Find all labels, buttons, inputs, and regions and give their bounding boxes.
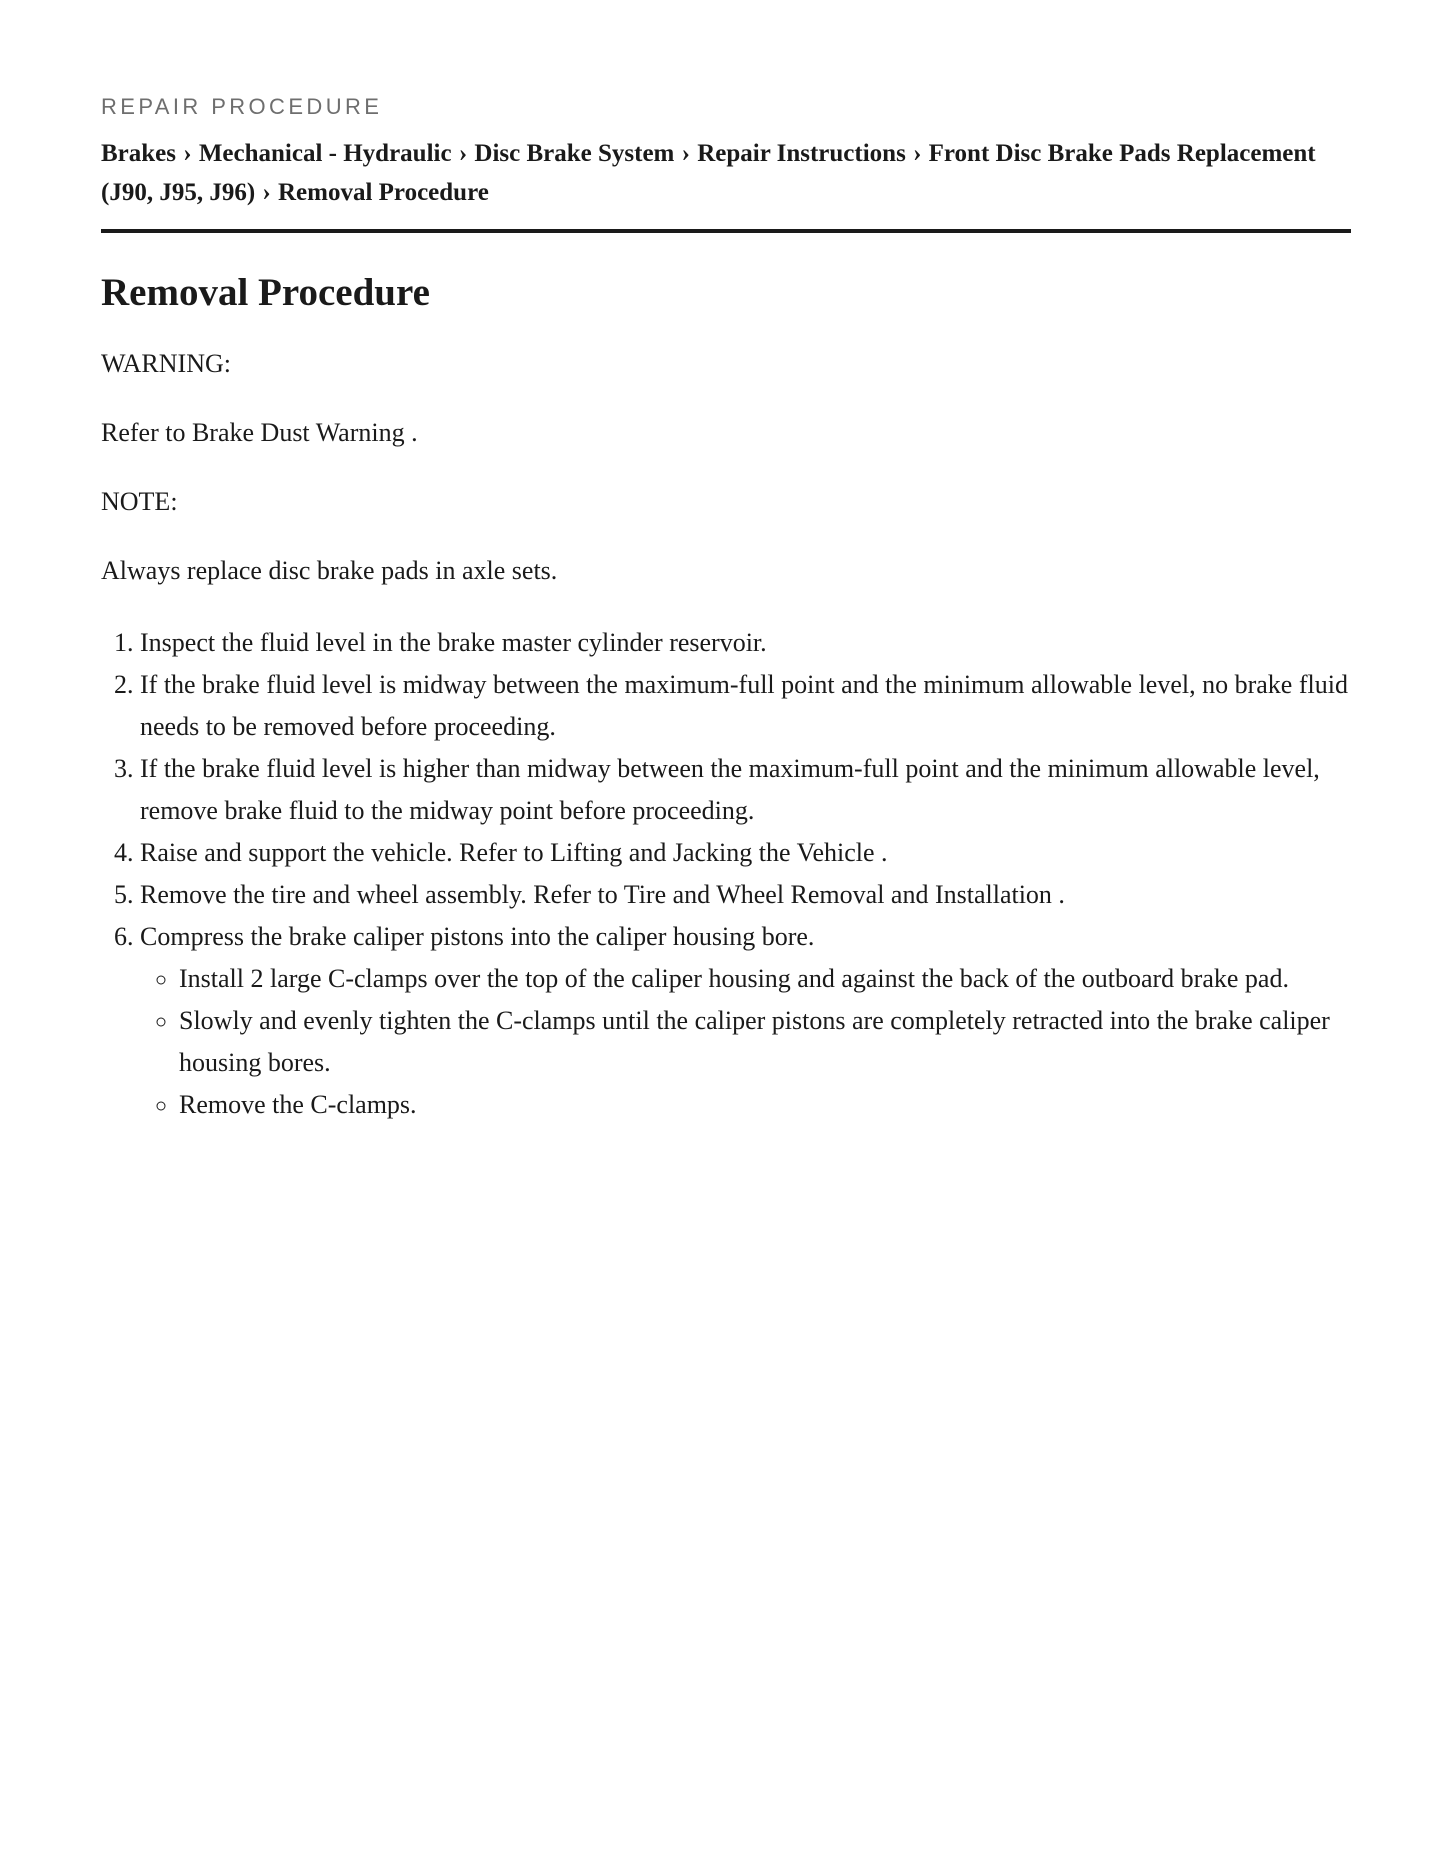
step-text-lifting-link[interactable]: Raise and support the vehicle. Refer to Lifting and Jacking the Vehicle .	[140, 838, 888, 867]
step-item	[140, 832, 1351, 874]
step-text: Compress the brake caliper pistons into the caliper housing bore.	[140, 922, 815, 951]
procedure-steps	[101, 622, 1351, 1126]
step-item	[140, 664, 1351, 748]
breadcrumb	[101, 134, 1351, 233]
page-title: Removal Procedure	[101, 271, 430, 314]
breadcrumb-item-disc-brake-system[interactable]: Disc Brake System	[474, 140, 675, 167]
substep-text: Remove the C-clamps.	[179, 1090, 417, 1119]
breadcrumb-item-brakes[interactable]: Brakes	[101, 140, 176, 167]
breadcrumb-separator: ›	[913, 140, 922, 167]
breadcrumb-item-removal-procedure[interactable]: Removal Procedure	[277, 179, 489, 206]
substep-text: Slowly and evenly tighten the C-clamps until the caliper pistons are completely retracted into the brake caliper housing bores.	[179, 1006, 1330, 1077]
step-item	[140, 748, 1351, 832]
substep-item	[179, 1084, 1351, 1126]
warning-text[interactable]: Refer to Brake Dust Warning .	[101, 418, 418, 447]
note-text: Always replace disc brake pads in axle sets.	[101, 556, 558, 585]
breadcrumb-separator: ›	[681, 140, 690, 167]
breadcrumb-item-front-disc-brake-pads[interactable]: Front Disc Brake Pads Replacement (J90, J95, J96)	[101, 140, 1316, 206]
document-page	[101, 92, 1351, 1126]
section-kicker: REPAIR PROCEDURE	[101, 94, 383, 119]
step-item	[140, 622, 1351, 664]
breadcrumb-item-mechanical-hydraulic[interactable]: Mechanical - Hydraulic	[198, 140, 452, 167]
substeps-list	[140, 958, 1351, 1126]
step-text: Inspect the fluid level in the brake master cylinder reservoir.	[140, 628, 767, 657]
substep-item	[179, 1000, 1351, 1084]
step-text-tire-wheel-link[interactable]: Remove the tire and wheel assembly. Refer to Tire and Wheel Removal and Installation .	[140, 880, 1065, 909]
step-item	[140, 916, 1351, 1126]
breadcrumb-separator: ›	[458, 140, 468, 167]
substep-text: Install 2 large C-clamps over the top of the caliper housing and against the back of the outboard brake pad.	[179, 964, 1289, 993]
breadcrumb-item-repair-instructions[interactable]: Repair Instructions	[697, 140, 906, 167]
warning-label: WARNING:	[101, 349, 231, 378]
note-label: NOTE:	[101, 487, 178, 516]
breadcrumb-separator: ›	[183, 140, 192, 167]
substep-item	[179, 958, 1351, 1000]
step-item	[140, 874, 1351, 916]
step-text: If the brake fluid level is higher than midway between the maximum-full point and the minimum allowable level, remove brake fluid to the midway point before proceeding.	[140, 754, 1320, 825]
step-text: If the brake fluid level is midway between the maximum-full point and the minimum allowable level, no brake fluid needs to be removed before proceeding.	[140, 670, 1348, 741]
breadcrumb-separator: ›	[262, 179, 271, 206]
